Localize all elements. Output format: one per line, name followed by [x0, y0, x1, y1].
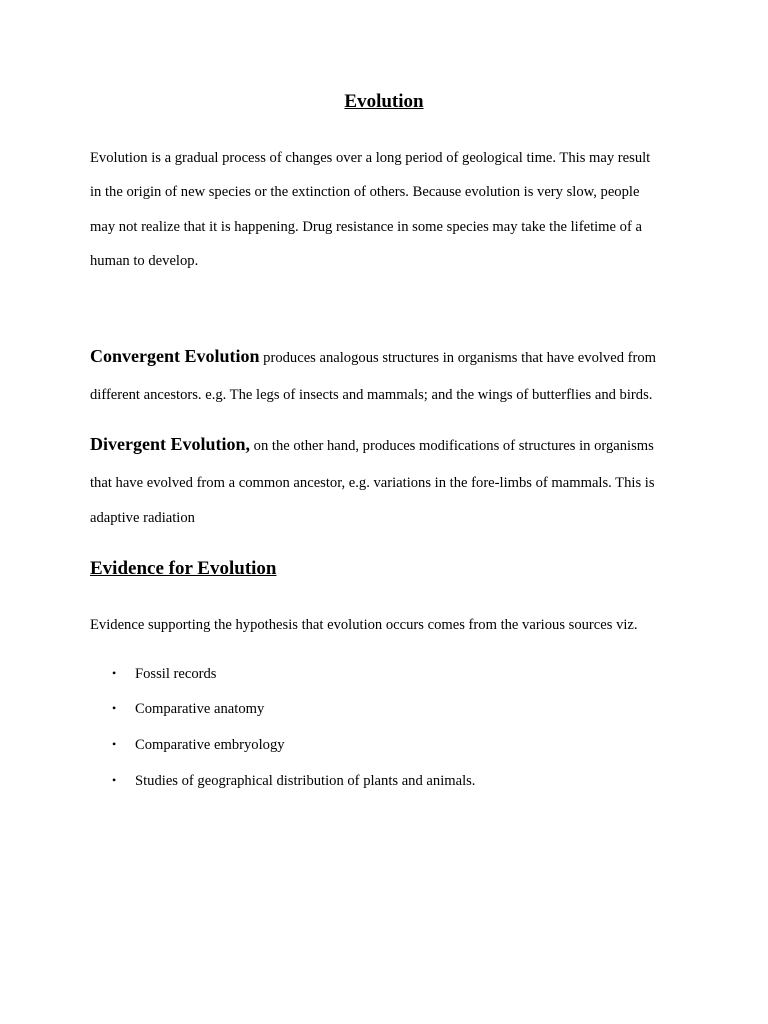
bullet-icon: • — [112, 666, 117, 680]
list-item — [112, 699, 264, 718]
list-item — [112, 771, 475, 790]
list-item-text: Fossil records — [135, 666, 217, 682]
list-item — [112, 735, 285, 754]
convergent-paragraph-line — [90, 347, 656, 367]
convergent-line-text: produces analogous structures in organisms that have evolved from — [259, 350, 657, 366]
divergent-line-text: on the other hand, produces modifications of structures in organisms — [250, 438, 654, 454]
convergent-line-text: different ancestors. e.g. The legs of insects and mammals; and the wings of butterflies and birds. — [90, 387, 653, 403]
intro-line: Evolution is a gradual process of changes over a long period of geological time. This may result — [90, 150, 651, 166]
list-item — [112, 664, 216, 683]
bullet-icon: • — [112, 701, 117, 715]
convergent-evolution-term: Convergent Evolution — [90, 346, 260, 366]
evidence-intro: Evidence supporting the hypothesis that evolution occurs comes from the various sources viz. — [90, 617, 638, 633]
intro-line: human to develop. — [90, 253, 199, 269]
section-heading: Evidence for Evolution — [90, 558, 277, 579]
bullet-icon: • — [112, 773, 117, 787]
list-item-text: Studies of geographical distribution of plants and animals. — [135, 773, 476, 789]
list-item-text: Comparative anatomy — [135, 701, 265, 717]
divergent-line-text: that have evolved from a common ancestor, e.g. variations in the fore-limbs of mammals. This is — [90, 475, 655, 491]
intro-line: in the origin of new species or the extinction of others. Because evolution is very slow, people — [90, 184, 640, 200]
list-item-text: Comparative embryology — [135, 737, 285, 753]
divergent-line-text: adaptive radiation — [90, 510, 195, 526]
bullet-icon: • — [112, 737, 117, 751]
intro-line: may not realize that it is happening. Drug resistance in some species may take the lifetime of a — [90, 219, 642, 235]
document-title: Evolution — [344, 91, 424, 112]
divergent-paragraph-line — [90, 435, 654, 455]
divergent-evolution-term: Divergent Evolution, — [90, 434, 250, 454]
